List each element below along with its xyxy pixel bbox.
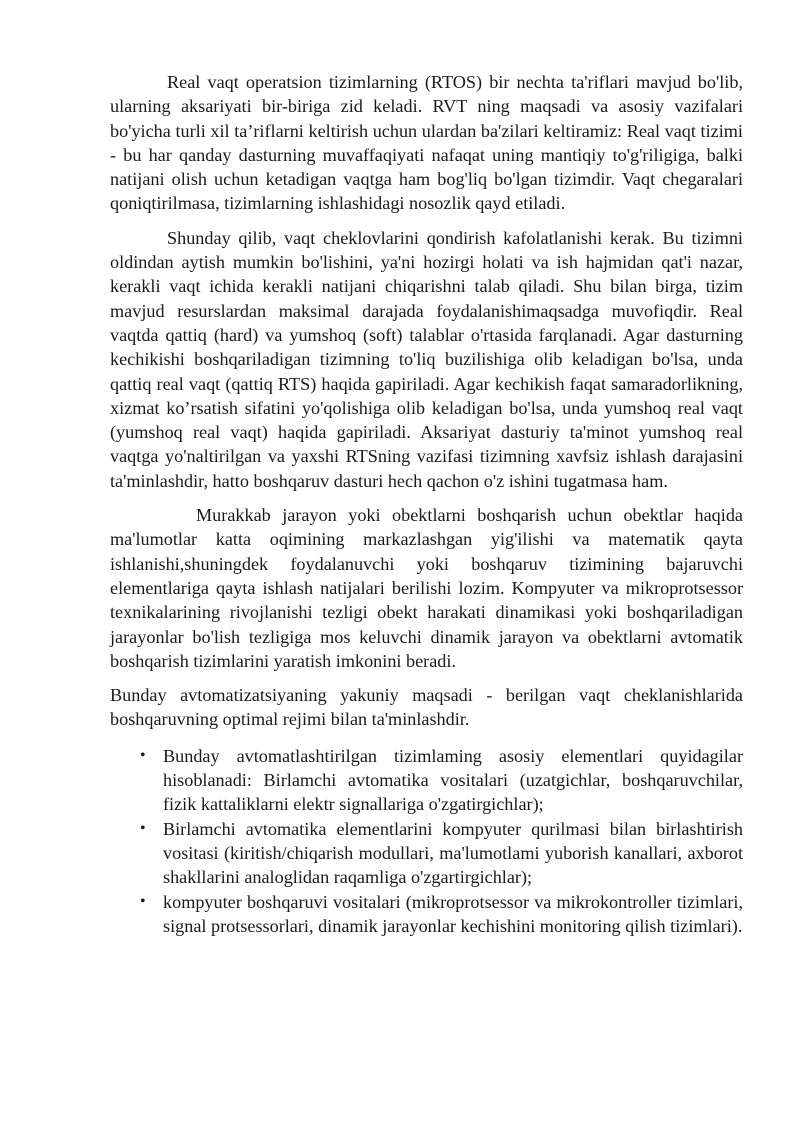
list-item [110,890,743,939]
list-item-text: Bunday avtomatlashtirilgan tizimlaming asosiy elementlari quyidagilar hisoblanadi: Birlamchi avtomatika vositalari (uzatgichlar, boshqaruvchilar, fizik kattaliklarni elektr signallariga o'zgatirgichlar); [163,745,743,815]
bullet-icon: • [140,746,146,764]
paragraph-automation-goal: Bunday avtomatizatsiyaning yakuniy maqsadi - berilgan vaqt cheklanishlarida boshqaruvning optimal rejimi bilan ta'minlashdir. [110,685,743,730]
bullet-icon: • [140,819,146,837]
list-item-text: kompyuter boshqaruvi vositalari (mikroprotsessor va mikrokontroller tizimlari, signal protsessorlari, dinamik jarayonlar kechishini monitoring qilish tizimlari). [163,891,743,936]
bullet-list [110,744,743,938]
paragraph-rtos-definitions: Real vaqt operatsion tizimlarning (RTOS) bir nechta ta'riflari mavjud bo'lib, ularning aksariyati bir-biriga zid keladi. RVT ning maqsadi va asosiy vazifalari bo'yicha turli xil ta’riflarni keltirish uchun ulardan ba'zilari keltiramiz: Real vaqt tizimi - bu har qanday dasturning muvaffaqiyati nafaqat uning mantiqiy to'g'riligiga, balki natijani olish uchun ketadigan vaqtga ham bog'liq bo'lgan tizimdir. Vaqt chegaralari qoniqtirilmasa, tizimlarning ishlashidagi nosozlik qayd etiladi. [110,72,743,214]
list-item [110,817,743,890]
list-item [110,744,743,817]
paragraph-complex-process-control: Murakkab jarayon yoki obektlarni boshqarish uchun obektlar haqida ma'lumotlar katta oqimining markazlashgan yig'ilishi va matematik qayta ishlanishi,shuningdek foydalanuvchi yoki boshqaruv tizimining bajaruvchi elementlariga qayta ishlash natijalari berilishi lozim. Kompyuter va mikroprotsessor texnikalarining rivojlanishi tezligi obekt harakati dinamikasi yoki boshqariladigan jarayonlar bo'lish tezligiga mos keluvchi dinamik jarayon va obektlarni avtomatik boshqarish tizimlarini yaratish imkonini beradi. [110,505,743,671]
list-item-text: Birlamchi avtomatika elementlarini kompyuter qurilmasi bilan birlashtirish vositasi (kiritish/chiqarish modullari, ma'lumotlami yuborish kanallari, axborot shakllarini analoglidan raqamliga o'zgartirgichlar); [163,818,743,888]
bullet-icon: • [140,892,146,910]
paragraph-hard-soft-realtime: Shunday qilib, vaqt cheklovlarini qondirish kafolatlanishi kerak. Bu tizimni oldindan aytish mumkin bo'lishini, ya'ni hozirgi holati va ish hajmidan qat'i nazar, kerakli vaqt ichida kerakli natijani chiqarishni talab qiladi. Shu bilan birga, tizim mavjud resurslardan maksimal darajada foydalanishimaqsadga muvofiqdir. Real vaqtda qattiq (hard) va yumshoq (soft) talablar o'rtasida farqlanadi. Agar dasturning kechikishi boshqariladigan tizimning to'liq buzilishiga olib keladigan bo'lsa, unda qattiq real vaqt (qattiq RTS) haqida gapiriladi. Agar kechikish faqat samaradorlikning, xizmat ko’rsatish sifatini yo'qolishiga olib keladigan bo'lsa, unda yumshoq real vaqt (yumshoq real vaqt) haqida gapiriladi. Aksariyat dasturiy ta'minot yumshoq real vaqtga yo'naltirilgan va yaxshi RTSning vazifasi tizimning xavfsiz ishlash darajasini ta'minlashdir, hatto boshqaruv dasturi hech qachon o'z ishini tugatmasa ham. [110,227,743,491]
